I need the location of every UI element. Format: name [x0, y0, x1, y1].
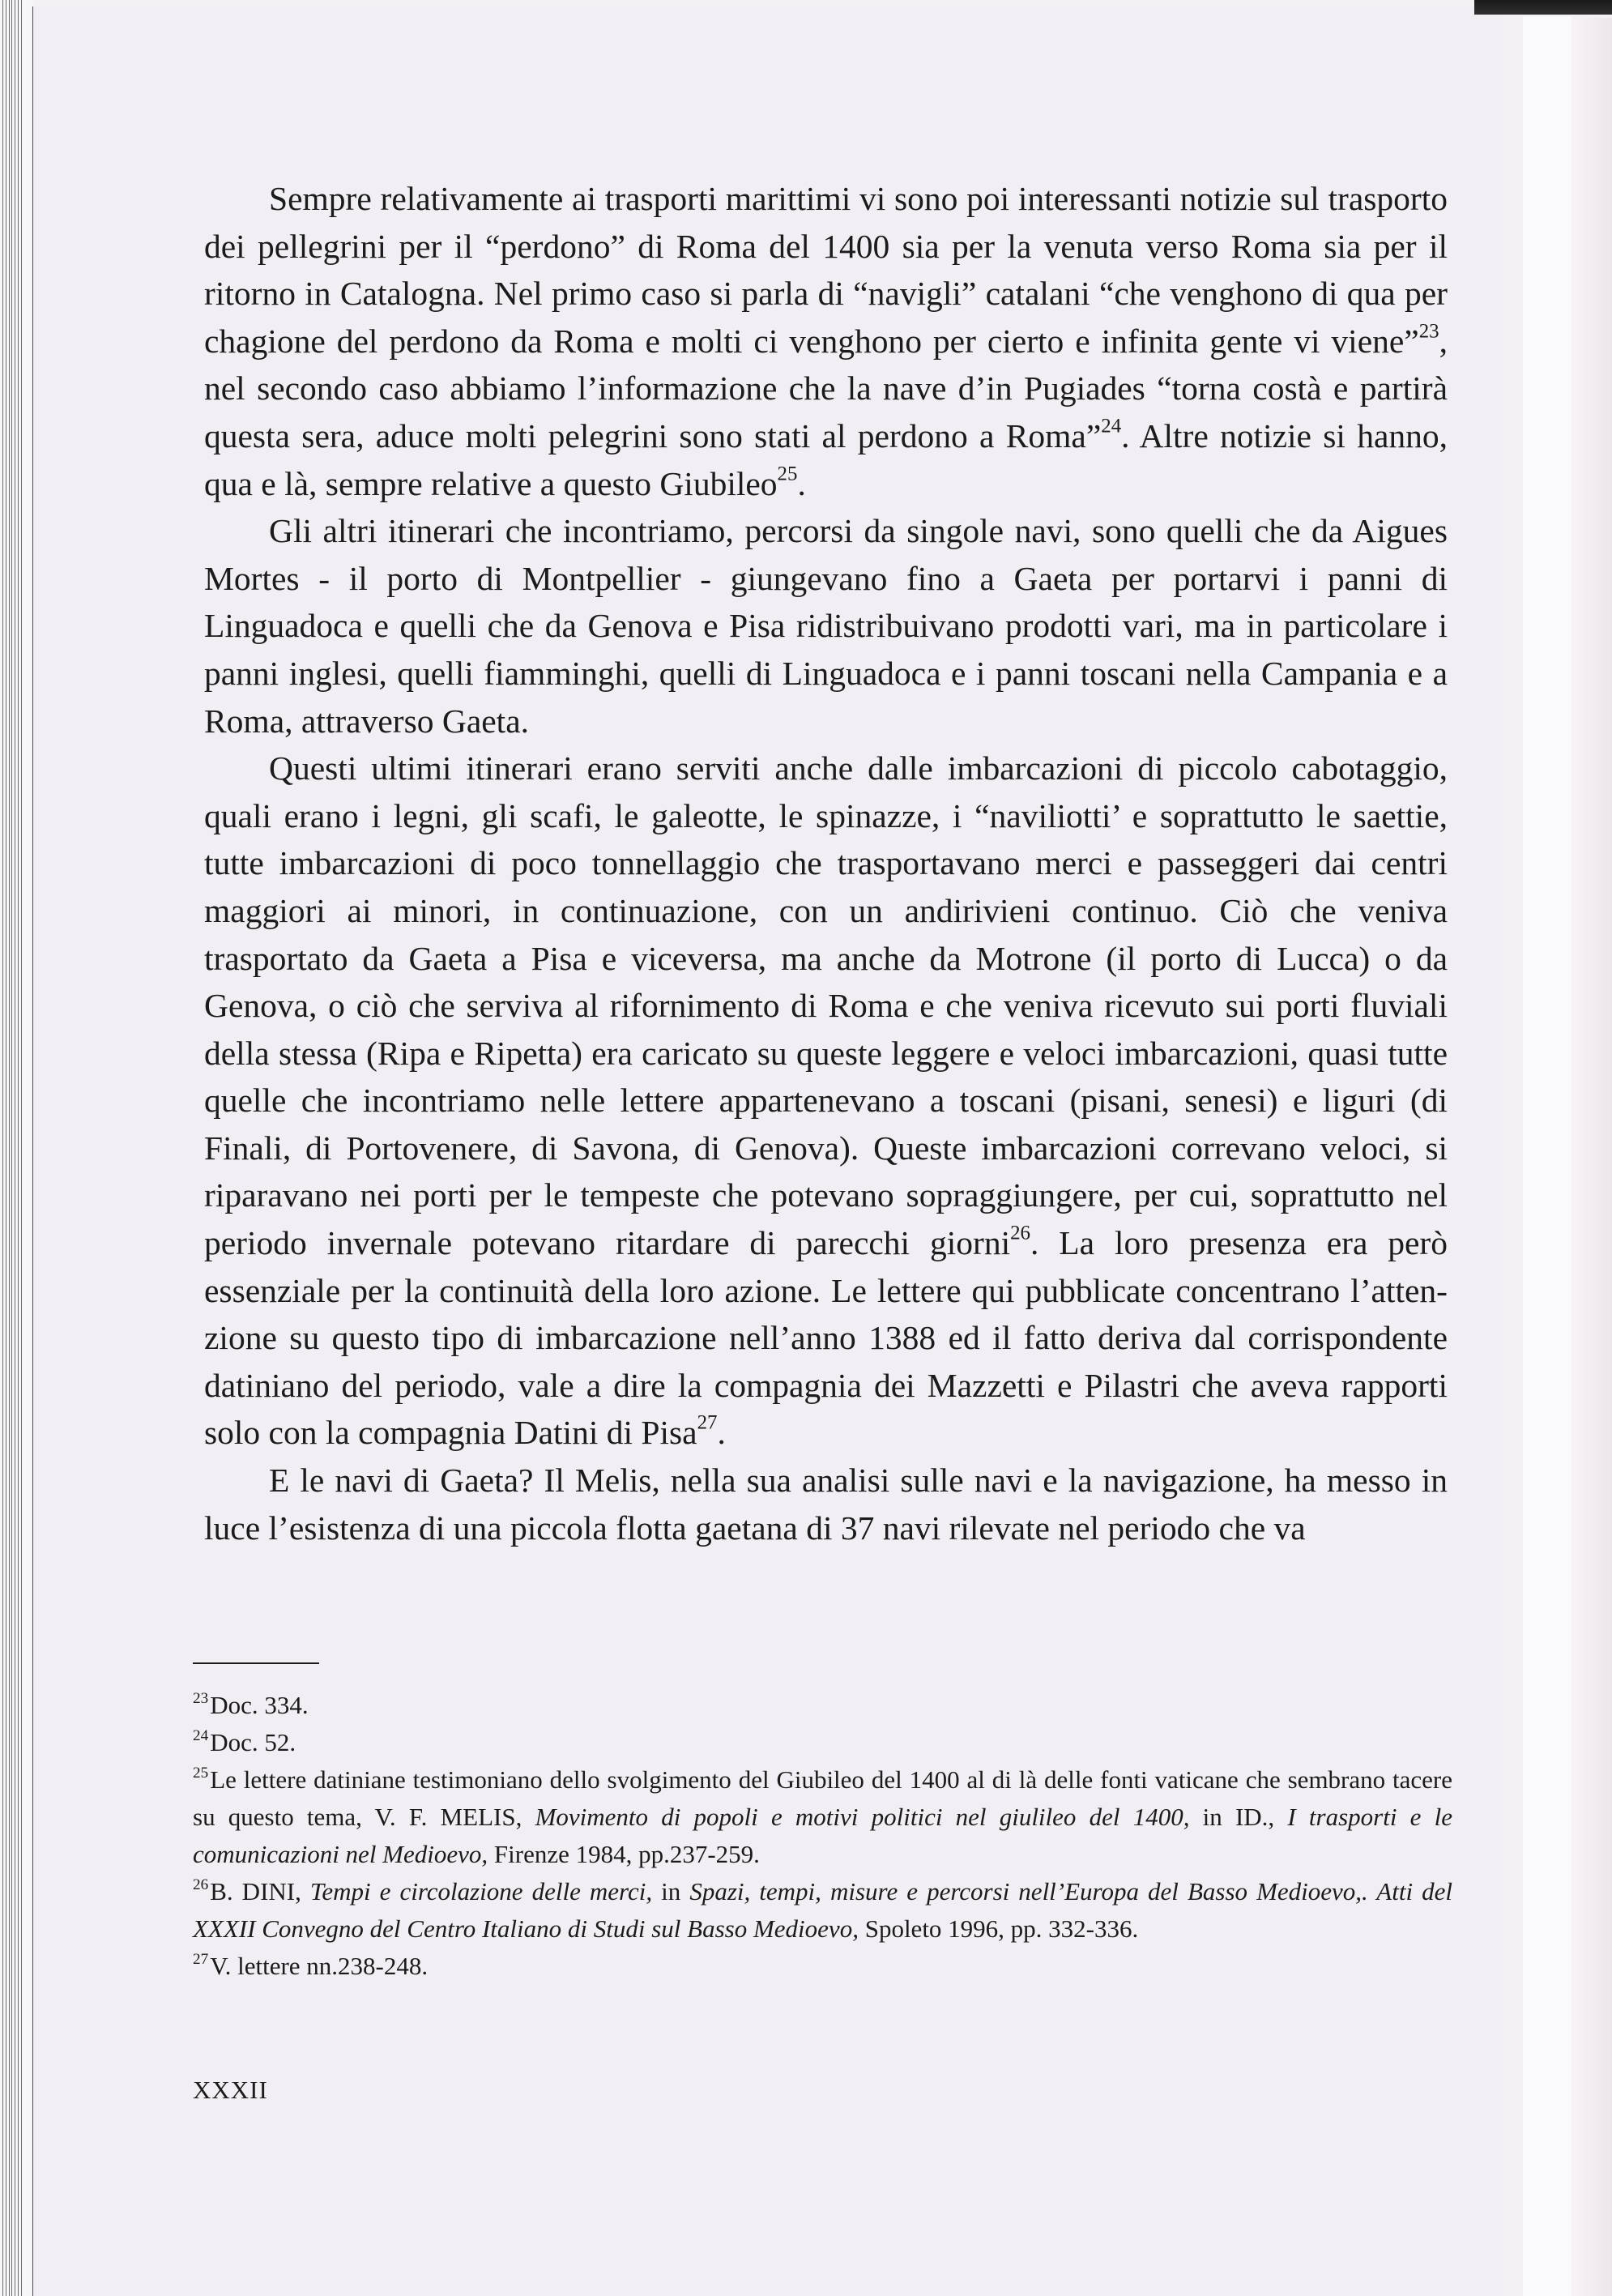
footnotes — [193, 1687, 1452, 1985]
page-number: XXXII — [193, 2076, 268, 2104]
paragraph: Sempre relativamente ai trasporti marittimi vi sono poi interessanti notizie sul trasporto dei pellegrini per il “perdono” di Roma del 1400 sia per la venuta verso Roma sia per il ritorno in Catalogna. Nel primo caso si parla di “navigli” catalani “che venghono di qua per chagione del perdono da Roma e molti ci venghono per cierto e infinita gente vi viene”$^{23}$, nel secondo caso abbiamo l’informazione che la nave d’in Pugiades “torna costà e partirà questa sera, aduce molti pelegrini sono stati al perdono a Roma”$^{24}$. Altre notizie si hanno, qua e là, sempre relative a questo Giubileo$^{25}$. — [204, 180, 1448, 502]
italic-title: Tempi e circolazione delle merci, — [309, 1877, 653, 1906]
footnote-number: 24 — [193, 1726, 209, 1744]
footnote: $^{23}$Doc. 334. — [193, 1689, 309, 1719]
body-text — [204, 175, 1448, 1551]
footnote-ref: 27 — [697, 1411, 718, 1434]
footnote: $^{26}$B. DINI, Tempi e circolazione delle merci, in Spazi, tempi, misure e percorsi nell’Europa del Basso Medioevo,. Atti del XXXII Convegno del Centro Italiano di Studi sul Basso Medioevo, Spoleto 1996, pp. 332-336. — [193, 1876, 1452, 1943]
footnote-ref: 23 — [1418, 320, 1439, 343]
footnote-ref: 24 — [1101, 415, 1122, 437]
footnote: $^{25}$Le lettere datiniane testimoniano dello svolgimento del Giubileo del 1400 al di là delle fonti vaticane che sembrano tacere su questo tema, V. F. MELIS, Movimento di popoli e motivi politici nel giulileo del 1400, in ID., I trasporti e le comunicazioni nel Medioevo, Firenze 1984, pp.237-259. — [193, 1764, 1452, 1868]
scan-shadow — [1474, 0, 1612, 15]
footnote-number: 27 — [193, 1950, 209, 1968]
footnote: $^{24}$Doc. 52. — [193, 1726, 296, 1756]
footnote-ref: 25 — [777, 462, 798, 484]
page-right-margin — [1523, 16, 1571, 2296]
footnote-number: 23 — [193, 1689, 209, 1707]
italic-title: Spazi, tempi, misure e percorsi nell’Europa del Basso Medioevo,. Atti del XXXII Convegno del Centro Italiano di Studi sul Basso Medioevo, — [193, 1877, 1452, 1943]
italic-title: I trasporti e le comunicazioni nel Medioevo, — [193, 1803, 1452, 1868]
paragraph: E le navi di Gaeta? Il Melis, nella sua analisi sulle navi e la navigazione, ha messo in luce l’esistenza di una piccola flotta gaetana di 37 navi rilevate nel periodo che va — [204, 1462, 1448, 1547]
paragraph: Gli altri itinerari che incontriamo, percorsi da singole navi, sono quelli che da Aigues Mortes - il porto di Montpellier - giungevano fino a Gaeta per portarvi i panni di Linguadoca e quelli che da Genova e Pisa ridistribuivano prodotti vari, ma in particolare i panni inglesi, quelli fiamminghi, quelli di Linguadoca e i panni toscani nella Campania e a Roma, attraverso Gaeta. — [204, 512, 1448, 740]
italic-title: Movimento di popoli e motivi politici nel giulileo del 1400, — [535, 1803, 1190, 1831]
paragraph: Questi ultimi itinerari erano serviti anche dalle imbarcazioni di piccolo cabotaggio, quali erano i legni, gli scafi, le galeotte, le spinazze, i “naviliotti’ e soprattutto le saettie, tutte imbarcazioni di poco tonnellaggio che trasportavano merci e passeggeri dai centri maggiori ai minori, in continuazione, con un andirivieni continuo. Ciò che veniva trasportato da Gaeta a Pisa e viceversa, ma anche da Motrone (il porto di Lucca) o da Genova, o ciò che serviva al rifornimento di Roma e che veniva ricevuto sui porti fluviali della stessa (Ripa e Ripetta) era caricato su queste leggere e veloci imbarcazioni, quasi tutte quelle che incontriamo nelle lettere appartenevano a toscani (pisani, senesi) e liguri (di Finali, di Portovenere, di Savona, di Genova). Queste imbarcazioni correvano veloci, si riparavano nei porti per le tempeste che potevano sopraggiungere, per cui, soprattutto nel periodo invernale potevano ritardare di parecchi giorni$^{26}$. La loro presenza era però essenziale per la continuità della loro azione. Le lettere qui pubblicate concentrano l’attenzione su questo tipo di imbarcazione nell’anno 1388 ed il fatto deriva dal corrispondente datiniano del periodo, vale a dire la compagnia dei Mazzetti e Pilastri che aveva rapporti solo con la compagnia Datini di Pisa$^{27}$. — [204, 749, 1448, 1452]
footnote: $^{27}$V. lettere nn.238-248. — [193, 1950, 429, 1980]
footnote-number: 26 — [193, 1876, 209, 1893]
book-page-edges — [0, 0, 34, 2296]
footnote-rule — [193, 1662, 319, 1664]
facing-page-edge — [1571, 18, 1612, 2296]
footnote-ref: 26 — [1010, 1222, 1030, 1244]
footnote-number: 25 — [193, 1764, 209, 1782]
